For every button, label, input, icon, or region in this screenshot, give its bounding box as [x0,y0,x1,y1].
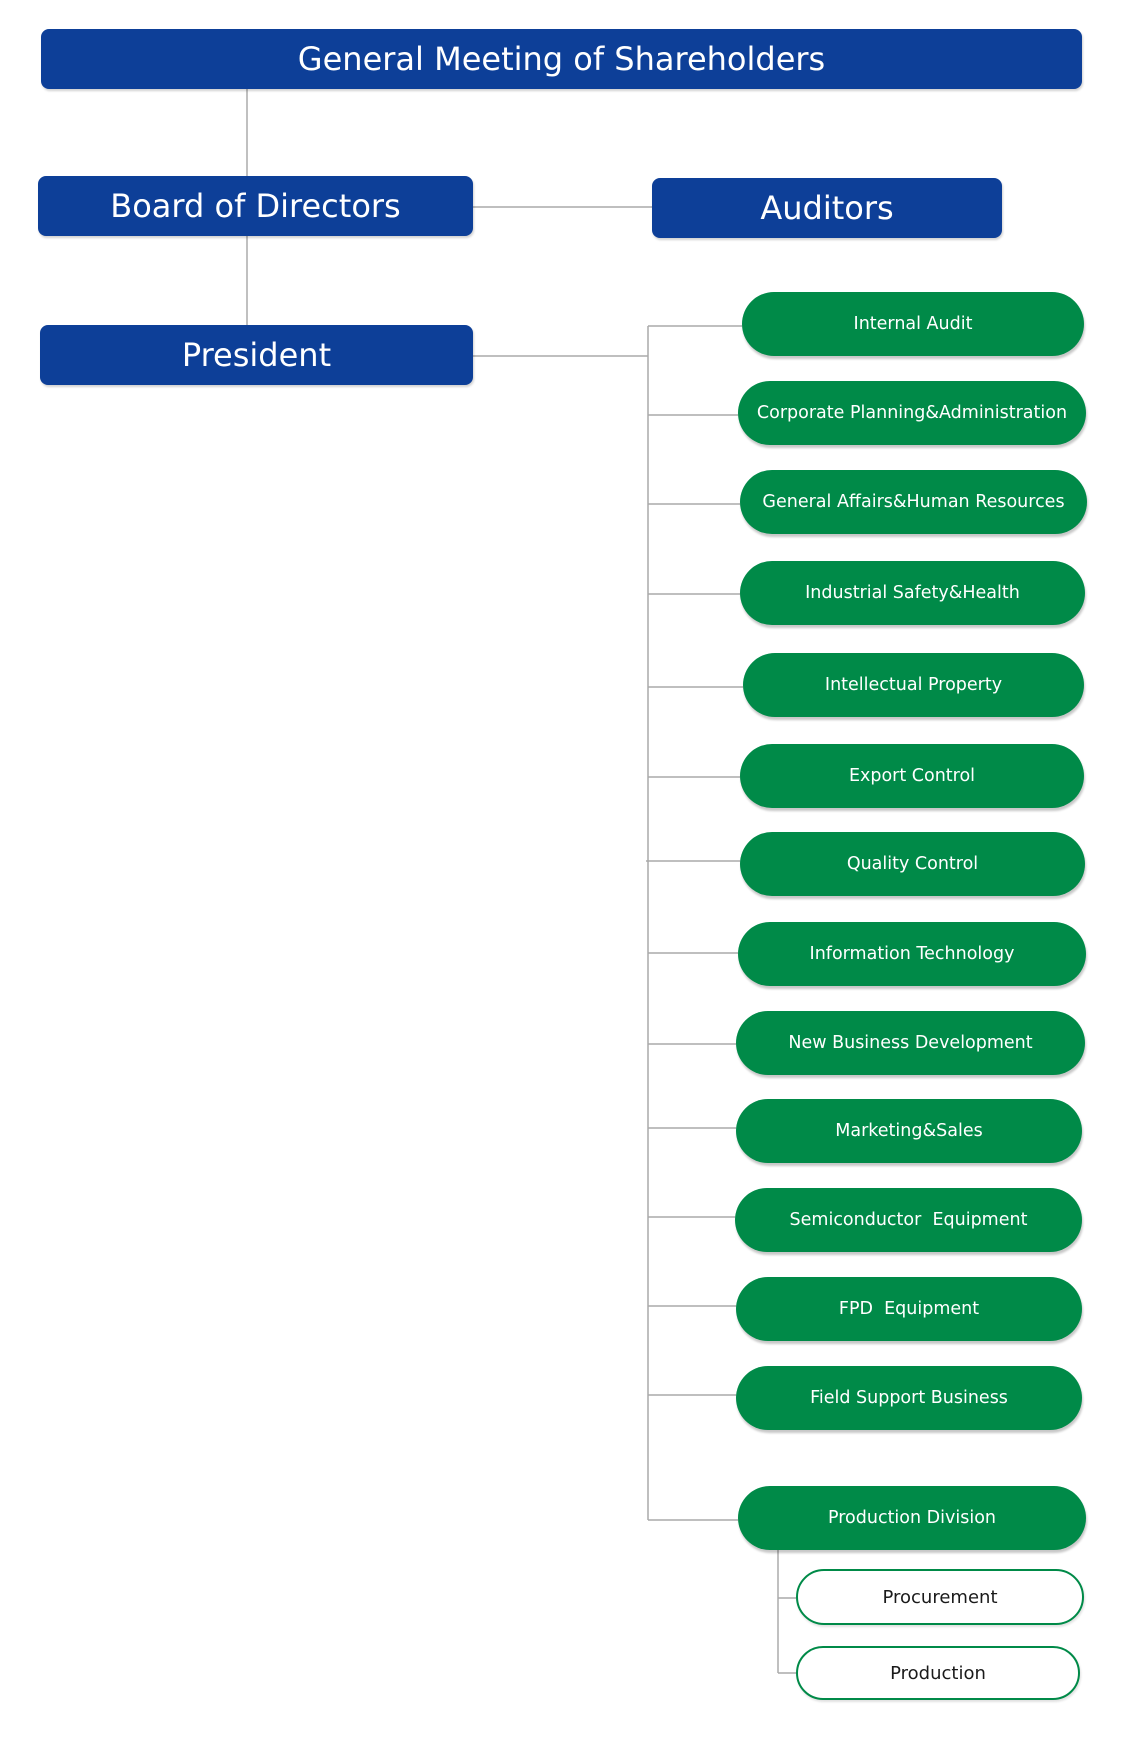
dept-marketing-sales [736,1099,1082,1163]
dept-label: General Affairs&Human Resources [762,492,1065,512]
dept-field-support-business [736,1366,1082,1430]
dept-corporate-planning [738,381,1086,445]
dept-label: Information Technology [809,944,1015,964]
auditors-box [652,178,1002,238]
subunit-procurement [796,1569,1084,1625]
dept-label: Quality Control [846,854,979,874]
dept-label: Marketing&Sales [835,1121,983,1141]
dept-fpd-equipment [736,1277,1082,1341]
board-label: Board of Directors [110,187,401,225]
dept-label: Corporate Planning&Administration [756,403,1068,423]
subunit-label: Procurement [882,1586,998,1608]
dept-label: Field Support Business [810,1388,1008,1408]
president-label: President [181,336,332,374]
auditors-label: Auditors [760,189,894,227]
dept-quality-control [740,832,1085,896]
dept-production-division [738,1486,1086,1550]
president-box [40,325,473,385]
board-of-directors-box [38,176,473,236]
subunit-production [796,1646,1080,1700]
shareholders-label: General Meeting of Shareholders [297,40,826,78]
dept-information-technology [738,922,1086,986]
subunit-label: Production [890,1662,986,1684]
dept-label: Export Control [848,766,976,786]
dept-label: Internal Audit [853,314,973,334]
dept-export-control [740,744,1084,808]
dept-new-business-development [736,1011,1085,1075]
dept-general-affairs [740,470,1087,534]
dept-label: New Business Development [788,1033,1033,1053]
shareholders-box [41,29,1082,89]
dept-intellectual-property [743,653,1084,717]
dept-semiconductor-equipment [735,1188,1082,1252]
dept-label: Intellectual Property [824,675,1003,695]
dept-internal-audit [742,292,1084,356]
dept-label: FPD Equipment [838,1299,980,1319]
dept-label: Production Division [827,1508,996,1528]
dept-label: Semiconductor Equipment [789,1210,1028,1230]
dept-label: Industrial Safety&Health [805,583,1020,603]
dept-industrial-safety [740,561,1085,625]
